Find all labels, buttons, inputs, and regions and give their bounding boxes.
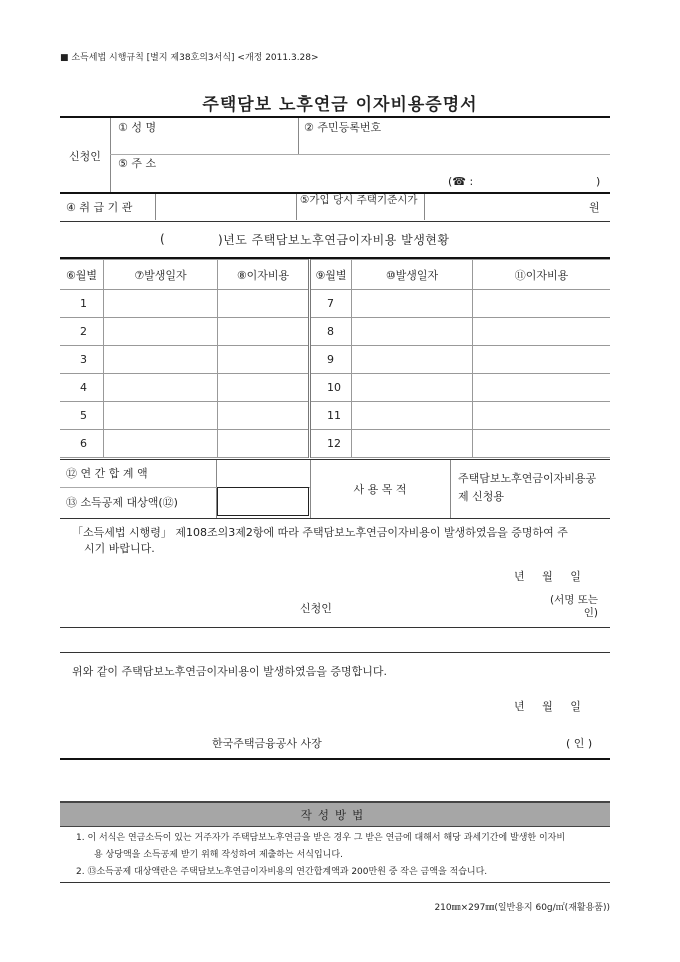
certification-date: 년 월 일 [514, 700, 581, 713]
issuer-seal: ( 인 ) [566, 737, 593, 750]
month-cell: 10 [310, 374, 352, 402]
month-cell: 9 [310, 346, 352, 374]
interest-input[interactable] [218, 374, 310, 402]
col-month-right: ⑨월별 [310, 260, 352, 290]
request-text [72, 525, 612, 557]
agency-label: ④ 취 급 기 관 [66, 201, 133, 214]
sign-label-2: 인) [583, 607, 598, 619]
interest-input[interactable] [218, 402, 310, 430]
certification-text: 위와 같이 주택담보노후연금이자비용이 발생하였음을 증명합니다. [72, 665, 388, 678]
purpose-value-line1: 주택담보노후연금이자비용공 [458, 472, 597, 485]
house-price-field[interactable] [428, 196, 588, 218]
date-input[interactable] [104, 402, 218, 430]
date-input[interactable] [352, 402, 473, 430]
status-title: )년도 주택담보노후연금이자비용 발생현황 [218, 232, 450, 247]
issuer-label: 한국주택금융공사 사장 [212, 737, 322, 750]
request-date: 년 월 일 [514, 570, 581, 583]
deduction-field[interactable] [217, 487, 309, 516]
purpose-value-line2: 제 신청용 [458, 490, 505, 503]
col-date-left: ⑦발생일자 [104, 260, 218, 290]
method-item-1-cont: 용 상당액을 소득공제 받기 위해 작성하여 제출하는 서식입니다. [94, 850, 343, 860]
address-label: ⑤ 주 소 [118, 157, 157, 170]
date-input[interactable] [352, 374, 473, 402]
table-row [60, 430, 610, 458]
date-input[interactable] [352, 430, 473, 458]
interest-input[interactable] [473, 430, 611, 458]
interest-input[interactable] [218, 430, 310, 458]
interest-input[interactable] [218, 346, 310, 374]
request-text-line1: 「소득세법 시행령」 제108조의3제2항에 따라 주택담보노후연금이자비용이 발생하였음을 증명하여 주 [72, 526, 568, 539]
interest-input[interactable] [473, 318, 611, 346]
date-input[interactable] [104, 374, 218, 402]
table-row [60, 290, 610, 318]
month-cell: 4 [60, 374, 104, 402]
table-row [60, 346, 610, 374]
name-label: ① 성 명 [118, 121, 157, 134]
table-row [60, 402, 610, 430]
month-cell: 8 [310, 318, 352, 346]
paper-spec: 210㎜×297㎜(일반용지 60g/㎡(재활용품)) [434, 903, 610, 913]
sign-label-1: (서명 또는 [549, 594, 598, 606]
col-interest-right: ⑪이자비용 [473, 260, 611, 290]
col-month-left: ⑥월별 [60, 260, 104, 290]
monthly-table [60, 259, 610, 458]
date-input[interactable] [104, 346, 218, 374]
month-cell: 2 [60, 318, 104, 346]
signer-field[interactable] [350, 596, 530, 616]
method-list [76, 830, 611, 881]
annual-total-field[interactable] [218, 462, 308, 484]
date-input[interactable] [352, 318, 473, 346]
interest-input[interactable] [473, 374, 611, 402]
col-interest-left: ⑧이자비용 [218, 260, 310, 290]
month-cell: 7 [310, 290, 352, 318]
resident-id-field[interactable] [304, 136, 604, 152]
phone-label: (☎ : [448, 174, 474, 188]
sign-or-seal [538, 594, 598, 620]
address-field[interactable] [180, 156, 600, 172]
col-date-right: ⑩발생일자 [352, 260, 473, 290]
month-cell: 1 [60, 290, 104, 318]
name-field[interactable] [150, 136, 295, 152]
deduction-label: ⑬ 소득공제 대상액(⑫) [66, 496, 178, 509]
table-row [60, 374, 610, 402]
date-input[interactable] [104, 430, 218, 458]
month-cell: 12 [310, 430, 352, 458]
status-year-field[interactable] [166, 231, 218, 247]
purpose-value [458, 470, 596, 506]
month-cell: 11 [310, 402, 352, 430]
phone-field[interactable] [480, 173, 592, 189]
interest-input[interactable] [218, 318, 310, 346]
status-year-open: ( [160, 232, 165, 246]
house-price-unit: 원 [589, 201, 600, 214]
applicant-label: 신청인 [69, 149, 101, 163]
interest-input[interactable] [473, 402, 611, 430]
method-title: 작성방법 [60, 801, 610, 827]
date-input[interactable] [352, 346, 473, 374]
phone-close: ) [596, 174, 601, 188]
page-title: 주택담보 노후연금 이자비용증명서 [202, 95, 478, 115]
date-input[interactable] [352, 290, 473, 318]
signer-label: 신청인 [300, 602, 332, 615]
date-input[interactable] [104, 318, 218, 346]
month-cell: 5 [60, 402, 104, 430]
agency-field[interactable] [158, 196, 293, 218]
month-cell: 6 [60, 430, 104, 458]
house-price-label: ⑤가입 당시 주택기준시가 [300, 194, 418, 206]
date-input[interactable] [104, 290, 218, 318]
interest-input[interactable] [218, 290, 310, 318]
table-header-row [60, 260, 610, 290]
table-row [60, 318, 610, 346]
resident-id-label: ② 주민등록번호 [304, 121, 382, 134]
request-text-line2: 시기 바랍니다. [84, 542, 155, 555]
interest-input[interactable] [473, 346, 611, 374]
annual-total-label: ⑫ 연 간 합 계 액 [66, 467, 148, 480]
purpose-label: 사 용 목 적 [353, 483, 407, 496]
month-cell: 3 [60, 346, 104, 374]
form-source: ■ 소득세법 시행규칙 [별지 제38호의3서식] <개정 2011.3.28> [60, 53, 319, 63]
method-item-2: 2. ⑬소득공제 대상액란은 주택담보노후연금이자비용의 연간합계액과 200만원 중 작은 금액을 적습니다. [76, 867, 488, 877]
method-item-1: 1. 이 서식은 연금소득이 있는 거주자가 주택담보노후연금을 받은 경우 그 받은 연금에 대해서 해당 과세기간에 발생한 이자비 [76, 833, 566, 843]
interest-input[interactable] [473, 290, 611, 318]
